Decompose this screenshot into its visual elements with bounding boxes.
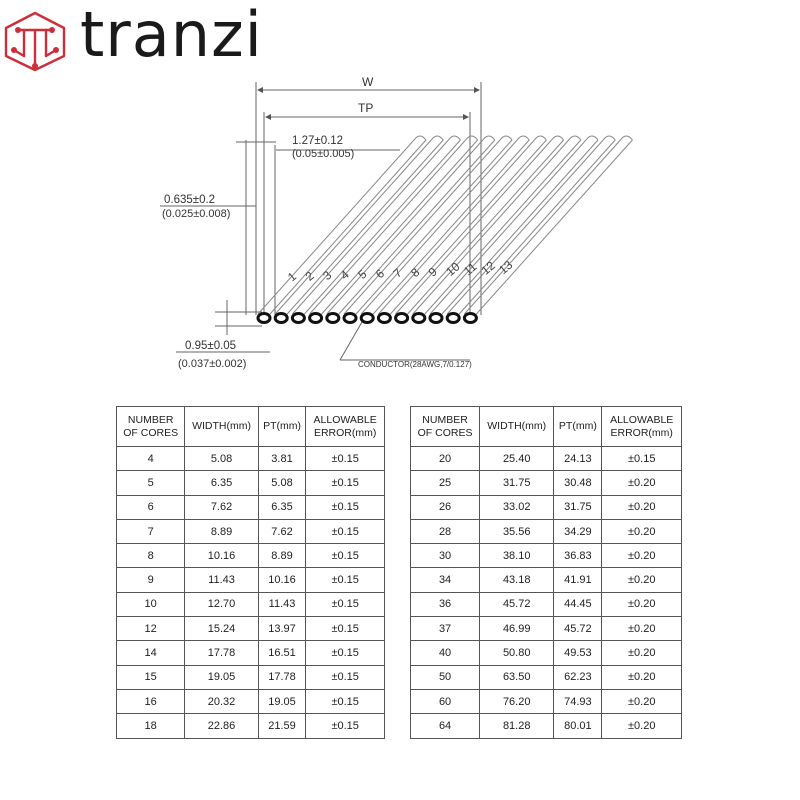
conductor-line [413, 140, 569, 314]
table-cell: 18 [117, 714, 185, 738]
conductor-line [378, 140, 534, 314]
table-cell: 45.72 [554, 617, 602, 641]
conductor-line [459, 140, 615, 314]
conductor-line [396, 140, 552, 314]
table-cell: 20 [411, 447, 480, 471]
table-row [411, 714, 682, 738]
table-row [411, 519, 682, 543]
table-row [117, 665, 385, 689]
column-header-text: WIDTH(mm) [487, 420, 547, 432]
table-cell: 64 [411, 714, 480, 738]
table-cell: 34.29 [554, 519, 602, 543]
width-dim-label: W [362, 75, 374, 89]
conductor-core [310, 314, 322, 323]
conductor-core [413, 314, 425, 323]
table-cell: 30 [411, 544, 480, 568]
table-cell: 11.43 [185, 568, 258, 592]
core-number: 3 [320, 268, 335, 284]
table-cell: ±0.15 [306, 519, 385, 543]
column-header [602, 407, 682, 447]
conductor-line [292, 140, 448, 314]
table-cell: 49.53 [554, 641, 602, 665]
table-cell: 45.72 [480, 592, 554, 616]
core-number: 7 [390, 265, 405, 281]
spec-table-left [116, 406, 385, 739]
core-number: 13 [496, 257, 516, 278]
table-cell: 17.78 [185, 641, 258, 665]
table-cell: ±0.15 [306, 544, 385, 568]
column-header [411, 407, 480, 447]
table-cell: ±0.15 [306, 592, 385, 616]
column-header-text: NUMBER [422, 413, 468, 426]
table-cell: 31.75 [554, 495, 602, 519]
table-cell: 24.13 [554, 447, 602, 471]
table-cell: 30.48 [554, 471, 602, 495]
table-row [117, 617, 385, 641]
core-number: 5 [355, 266, 370, 282]
conductor-line [476, 140, 632, 314]
table-cell: 21.59 [258, 714, 306, 738]
conductor-line [304, 140, 463, 314]
table-cell: 4 [117, 447, 185, 471]
table-row [411, 447, 682, 471]
table-cell: ±0.15 [306, 568, 385, 592]
table-cell: ±0.15 [602, 447, 682, 471]
flat-cable-diagram [150, 75, 670, 385]
table-cell: 7 [117, 519, 185, 543]
conductor-line [284, 140, 443, 314]
conductor-line [447, 140, 603, 314]
table-row [117, 641, 385, 665]
table-row [411, 617, 682, 641]
table-cell: 37 [411, 617, 480, 641]
conductor-line [464, 140, 620, 314]
table-cell: ±0.15 [306, 714, 385, 738]
table-cell: 10 [117, 592, 185, 616]
table-row [411, 495, 682, 519]
table-cell: 6.35 [185, 471, 258, 495]
edge-inch-label: (0.025±0.008) [162, 208, 231, 220]
table-row [411, 568, 682, 592]
table-cell: 50.80 [480, 641, 554, 665]
column-header [306, 407, 385, 447]
table-header-row [117, 407, 385, 447]
conductor-core [258, 314, 270, 323]
conductor-line [361, 140, 517, 314]
table-cell: ±0.20 [602, 641, 682, 665]
conductor-core [327, 314, 339, 323]
table-cell: ±0.20 [602, 519, 682, 543]
core-number: 6 [372, 266, 388, 282]
table-cell: ±0.15 [306, 617, 385, 641]
table-cell: 36 [411, 592, 480, 616]
column-header-text: ALLOWABLE [313, 413, 377, 426]
table-cell: ±0.20 [602, 665, 682, 689]
conductor-end [431, 136, 443, 140]
conductor-core [344, 314, 356, 323]
table-cell: 14 [117, 641, 185, 665]
conductor-end [483, 136, 495, 140]
table-cell: ±0.20 [602, 471, 682, 495]
table-cell: 28 [411, 519, 480, 543]
table-cell: 80.01 [554, 714, 602, 738]
conductor-end [466, 136, 478, 140]
core-number: 11 [460, 259, 480, 279]
conductor-line [339, 140, 495, 314]
table-row [411, 665, 682, 689]
table-row [117, 447, 385, 471]
conductor-end [500, 136, 512, 140]
conductor-line [327, 140, 483, 314]
table-cell: ±0.20 [602, 544, 682, 568]
column-header-text: ERROR(mm) [313, 426, 377, 439]
brand-name: tranzi [80, 0, 263, 71]
core-number: 2 [302, 268, 317, 284]
column-header-text: ERROR(mm) [610, 426, 673, 439]
table-cell: 12 [117, 617, 185, 641]
spec-table-right [410, 406, 682, 739]
table-row [117, 495, 385, 519]
table-cell: 8.89 [185, 519, 258, 543]
conductor-line [373, 140, 529, 314]
table-cell: 50 [411, 665, 480, 689]
conductor-line [310, 140, 466, 314]
table-cell: 6.35 [258, 495, 306, 519]
core-number: 1 [284, 269, 300, 285]
table-cell: 40 [411, 641, 480, 665]
conductor-line [356, 140, 512, 314]
column-header-text: WIDTH(mm) [192, 420, 251, 432]
conductor-line [258, 140, 414, 314]
core-number: 8 [408, 265, 423, 281]
table-cell: 8.89 [258, 544, 306, 568]
table-cell: 46.99 [480, 617, 554, 641]
conductor-end [448, 136, 460, 140]
table-cell: 31.75 [480, 471, 554, 495]
table-cell: ±0.15 [306, 447, 385, 471]
table-row [411, 592, 682, 616]
table-row [411, 471, 682, 495]
tp-dim-label: TP [358, 101, 374, 115]
table-row [117, 544, 385, 568]
conductor-end [517, 136, 529, 140]
table-row [411, 689, 682, 713]
table-cell: 5 [117, 471, 185, 495]
conductor-core [378, 314, 390, 323]
column-header-text: ALLOWABLE [610, 413, 674, 426]
column-header-text: NUMBER [127, 413, 174, 426]
table-cell: 15 [117, 665, 185, 689]
table-cell: 63.50 [480, 665, 554, 689]
conductor-core [447, 314, 459, 323]
table-row [117, 471, 385, 495]
table-cell: 25.40 [480, 447, 554, 471]
table-cell: 26 [411, 495, 480, 519]
table-cell: 10.16 [185, 544, 258, 568]
table-cell: 15.24 [185, 617, 258, 641]
table-cell: 76.20 [480, 689, 554, 713]
table-cell: 19.05 [258, 689, 306, 713]
conductor-end [569, 136, 581, 140]
table-row [117, 689, 385, 713]
pitch-label: 1.27±0.12 [292, 135, 344, 147]
thickness-inch-label: (0.037±0.002) [178, 358, 247, 370]
brand-logo [2, 0, 263, 74]
table-cell: ±0.15 [306, 471, 385, 495]
table-cell: 9 [117, 568, 185, 592]
table-cell: 12.70 [185, 592, 258, 616]
table-cell: 10.16 [258, 568, 306, 592]
table-cell: ±0.20 [602, 689, 682, 713]
conductor-core [464, 314, 476, 323]
conductor-core [275, 314, 287, 323]
table-cell: ±0.20 [602, 568, 682, 592]
core-number: 10 [443, 259, 463, 279]
table-cell: 60 [411, 689, 480, 713]
conductor-line [322, 140, 478, 314]
table-cell: 25 [411, 471, 480, 495]
column-header-text: PT(mm) [263, 420, 301, 432]
table-cell: 20.32 [185, 689, 258, 713]
conductor-end [552, 136, 564, 140]
conductor-line [390, 140, 546, 314]
table-cell: 33.02 [480, 495, 554, 519]
circuit-logo-icon [2, 10, 68, 72]
table-cell: 5.08 [185, 447, 258, 471]
table-cell: ±0.20 [602, 495, 682, 519]
table-row [117, 568, 385, 592]
table-cell: 7.62 [258, 519, 306, 543]
column-header [480, 407, 554, 447]
conductor-line [270, 140, 426, 314]
table-cell: ±0.15 [306, 665, 385, 689]
pitch-inch-label: (0.05±0.005) [292, 148, 355, 160]
table-cell: 22.86 [185, 714, 258, 738]
table-cell: 11.43 [258, 592, 306, 616]
column-header [258, 407, 306, 447]
conductor-label: CONDUCTOR(28AWG,7/0.127) [358, 360, 472, 369]
table-row [411, 641, 682, 665]
table-row [117, 519, 385, 543]
table-cell: 19.05 [185, 665, 258, 689]
table-cell: 16 [117, 689, 185, 713]
table-cell: 43.18 [480, 568, 554, 592]
table-cell: 36.83 [554, 544, 602, 568]
table-row [117, 592, 385, 616]
table-cell: 35.56 [480, 519, 554, 543]
table-row [117, 714, 385, 738]
table-cell: 62.23 [554, 665, 602, 689]
conductor-line [344, 140, 500, 314]
conductor-line [408, 140, 564, 314]
conductor-line [425, 140, 581, 314]
table-cell: 74.93 [554, 689, 602, 713]
column-header-text: PT(mm) [558, 420, 597, 432]
table-cell: 44.45 [554, 592, 602, 616]
core-number: 4 [337, 267, 352, 283]
conductor-line [275, 140, 431, 314]
table-cell: 38.10 [480, 544, 554, 568]
column-header [554, 407, 602, 447]
table-cell: ±0.20 [602, 714, 682, 738]
core-number: 9 [425, 264, 440, 280]
conductor-end [414, 136, 426, 140]
table-cell: ±0.15 [306, 641, 385, 665]
conductor-end [603, 136, 615, 140]
conductor-core [430, 314, 442, 323]
table-cell: 41.91 [554, 568, 602, 592]
table-row [411, 544, 682, 568]
table-cell: 17.78 [258, 665, 306, 689]
table-cell: 6 [117, 495, 185, 519]
column-header-text: OF CORES [417, 426, 473, 439]
conductor-core [361, 314, 373, 323]
table-cell: 5.08 [258, 471, 306, 495]
conductor-core [396, 314, 408, 323]
conductor-end [620, 136, 632, 140]
table-header-row [411, 407, 682, 447]
table-cell: 7.62 [185, 495, 258, 519]
conductor-end [586, 136, 598, 140]
conductor-core [292, 314, 304, 323]
conductor-line [430, 140, 586, 314]
conductor-end [534, 136, 546, 140]
table-cell: ±0.20 [602, 617, 682, 641]
table-cell: 8 [117, 544, 185, 568]
thickness-label: 0.95±0.05 [185, 340, 237, 352]
core-number: 12 [478, 258, 498, 278]
table-cell: 81.28 [480, 714, 554, 738]
column-header-text: OF CORES [123, 426, 179, 439]
edge-label: 0.635±0.2 [164, 194, 216, 206]
column-header [117, 407, 185, 447]
table-cell: 3.81 [258, 447, 306, 471]
table-cell: 13.97 [258, 617, 306, 641]
conductor-line [442, 140, 598, 314]
table-cell: ±0.15 [306, 495, 385, 519]
table-cell: 34 [411, 568, 480, 592]
table-cell: 16.51 [258, 641, 306, 665]
table-cell: ±0.20 [602, 592, 682, 616]
column-header [185, 407, 258, 447]
table-cell: ±0.15 [306, 689, 385, 713]
